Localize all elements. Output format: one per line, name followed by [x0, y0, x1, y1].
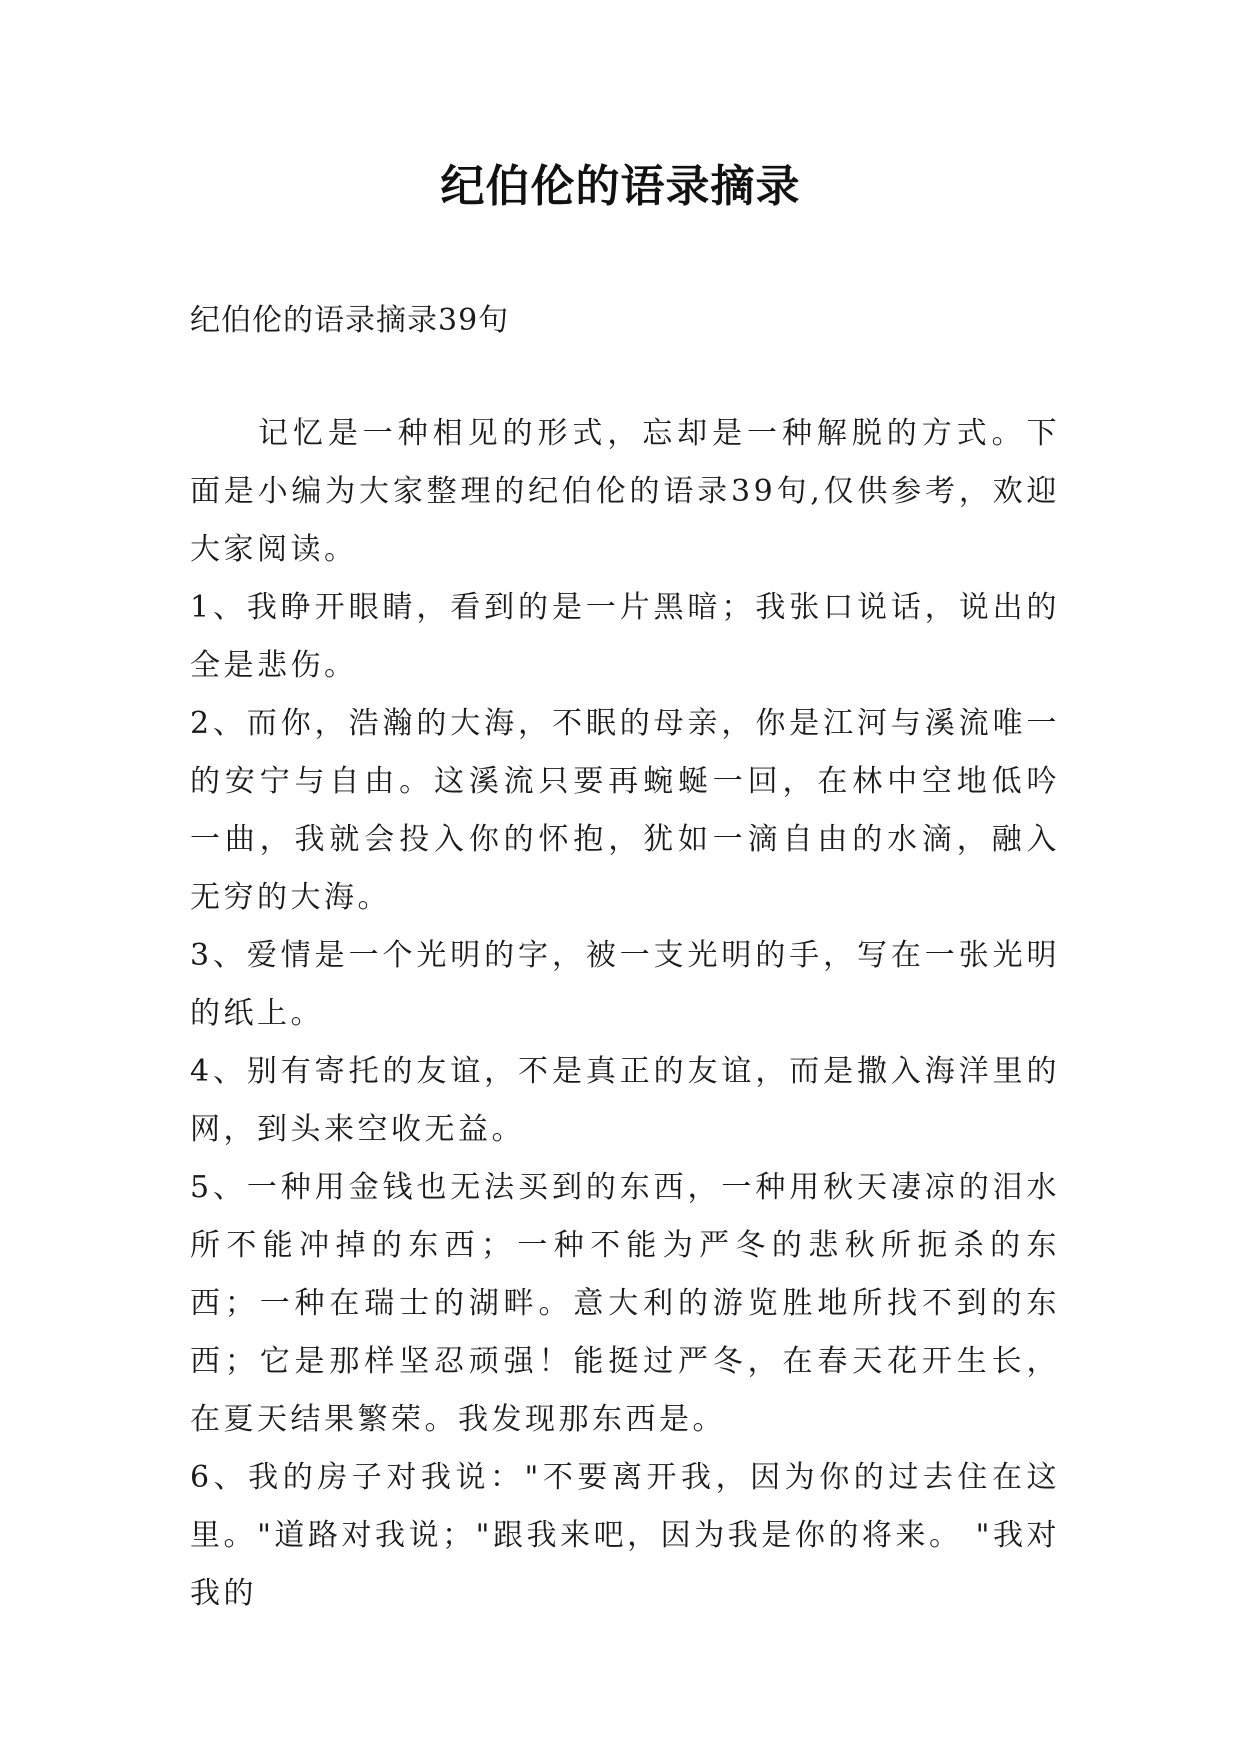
intro-paragraph: 记忆是一种相见的形式，忘却是一种解脱的方式。下面是小编为大家整理的纪伯伦的语录39句,仅供参考，欢迎大家阅读。 — [190, 416, 1060, 567]
quote-paragraph: 6、我的房子对我说："不要离开我，因为你的过去住在这里。"道路对我说；"跟我来吧，因为我是你的将来。 "我对我的 — [190, 1460, 1060, 1611]
quote-paragraph: 2、而你，浩瀚的大海，不眠的母亲，你是江河与溪流唯一的安宁与自由。这溪流只要再蜿蜒一回，在林中空地低吟一曲，我就会投入你的怀抱，犹如一滴自由的水滴，融入无穷的大海。 — [190, 706, 1060, 915]
quote-paragraph: 4、别有寄托的友谊，不是真正的友谊，而是撒入海洋里的网，到头来空收无益。 — [190, 1054, 1060, 1147]
document-subtitle: 纪伯伦的语录摘录39句 — [190, 303, 510, 338]
quote-paragraph: 3、爱情是一个光明的字，被一支光明的手，写在一张光明的纸上。 — [190, 938, 1060, 1031]
document-title: 纪伯伦的语录摘录 — [440, 161, 801, 212]
quote-paragraph: 1、我睁开眼睛，看到的是一片黑暗；我张口说话，说出的全是悲伤。 — [190, 590, 1060, 683]
quote-paragraph: 5、一种用金钱也无法买到的东西，一种用秋天凄凉的泪水所不能冲掉的东西；一种不能为严冬的悲秋所扼杀的东西；一种在瑞士的湖畔。意大利的游览胜地所找不到的东西；它是那样坚忍顽强！能挺过严冬，在春天花开生长，在夏天结果繁荣。我发现那东西是。 — [190, 1170, 1060, 1437]
document-body — [190, 405, 1060, 1623]
